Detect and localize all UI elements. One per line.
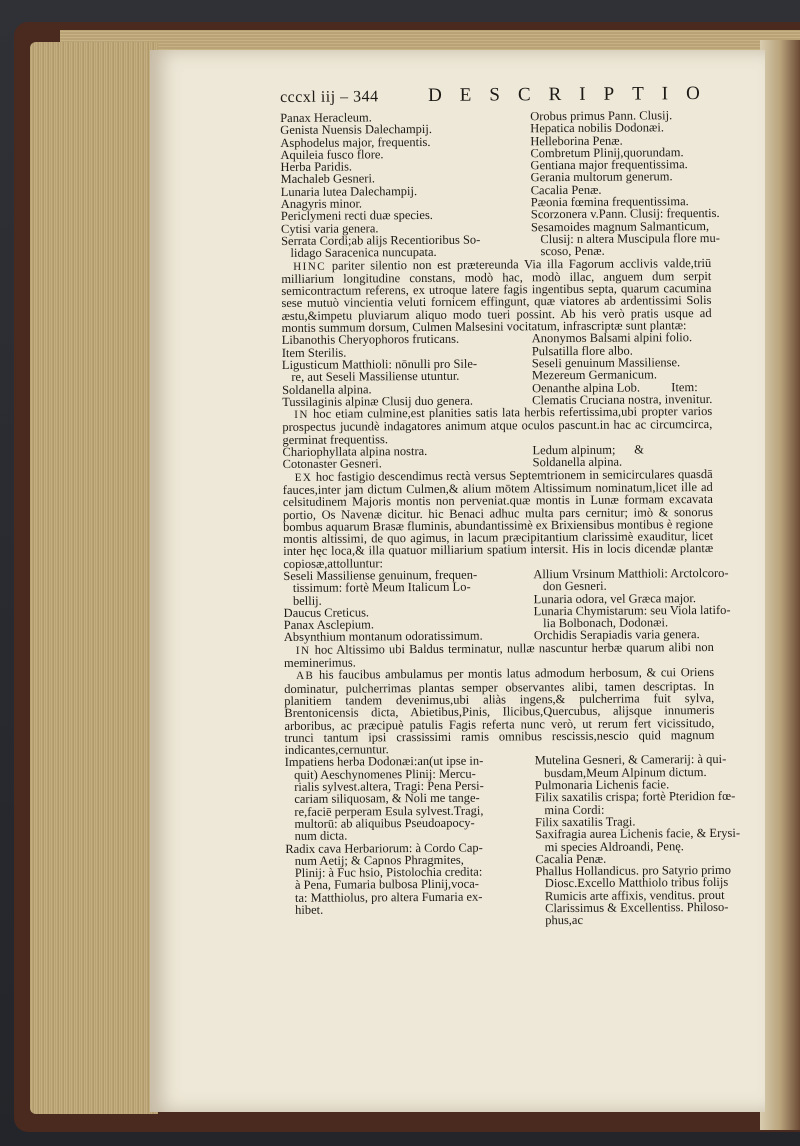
- plant-list-line: Cotonaster Gesneri.: [282, 456, 382, 472]
- plant-list-column-right: [535, 753, 741, 927]
- plant-list-line: Clarissimus & Excellentiss. Philoso-: [535, 899, 729, 916]
- plant-list-column-right: [533, 567, 730, 642]
- plant-list-line: Item Sterilis.: [281, 345, 347, 360]
- plant-list-line: mi species Aldroandi, Penę.: [535, 838, 684, 854]
- paragraph-text: hoc etiam culmine,est planities satis lata herbis refertissima,ubi propter varios prospectus jucundè indagatores animum atque oculos pascunt.in hac ac circumcirca, germinat frequentiss.: [282, 404, 713, 447]
- plant-list-line: quit) Aeschynomenes Plinij: Mercu-: [284, 766, 476, 782]
- plant-list-line: Absynthium montanum odoratissimum.: [283, 629, 483, 645]
- facing-page-edge: [760, 40, 800, 1130]
- plant-list-line: Ligusticum Matthioli: nōnulli pro Sile-: [281, 356, 478, 372]
- plant-list-line: Libanothis Cheryophoros fruticans.: [281, 332, 460, 348]
- folio-number: cccxl iij – 344: [279, 88, 379, 106]
- plant-list-line: num Aetij; & Capnos Phragmites,: [285, 852, 464, 868]
- plant-list-line: multorū: ab aliquibus Pseudoapocy-: [285, 815, 475, 831]
- paragraph-lead-word: EX: [294, 471, 313, 484]
- plant-list-line: Herba Paridis.: [280, 159, 353, 175]
- plant-list-line: bellij.: [283, 593, 322, 608]
- plant-list-line: Panax Heracleum.: [280, 110, 372, 125]
- plant-list-line: hibet.: [285, 902, 324, 917]
- plant-list-line: Hepatica nobilis Dodonæi.: [530, 120, 664, 136]
- plant-list-line: Allium Vrsinum Matthioli: Arctolcoro-: [533, 565, 729, 582]
- plant-list-column-left: [285, 755, 536, 929]
- plant-list-line: lia Bolbonach, Dodonæi.: [533, 615, 669, 631]
- plant-list-line: lidago Saracenica nuncupata.: [281, 245, 437, 261]
- plant-list-line: Panax Asclepium.: [283, 617, 375, 633]
- plant-list: [282, 331, 713, 408]
- plant-list-line: busdam,Meum Alpinum dictum.: [534, 764, 707, 780]
- paragraph-text: pariter silentio non est prætereunda Via illa Fagorum acclivis valde,triū milliarium longitudine constans, modò hac, modò illac, anguem dum serpit semicontractum referens, ex utroque latere fagis ingentibus septa, quarum cacumina sese mutuò vincientia veluti fornicem effingunt, quæ viatores ab ardentissimi Solis æstu,&impetu pluviarum aliquo modo tueri possint. Ab his verò pratis usque ad montis summum dorsum, Culmen Malsesini vocitatum, infrascriptæ sunt plantæ:: [281, 255, 712, 336]
- plant-list-line: Cytisi varia genera.: [280, 220, 379, 236]
- plant-list-line: Combretum Plinij,quorundam.: [530, 145, 684, 161]
- plant-list-column-left: [282, 333, 533, 409]
- plant-list-line: Machaleb Gesneri.: [280, 171, 376, 187]
- plant-list-line: Asphodelus major, frequentis.: [280, 134, 431, 150]
- plant-list-line: Pulsatilla flore albo.: [531, 343, 633, 358]
- plant-list-line: à Pena, Fumaria bulbosa Plinij,voca-: [285, 877, 479, 893]
- plant-list-line: Lunaria lutea Dalechampij.: [280, 183, 418, 199]
- plant-list-line: Oenanthe alpina Lob. Item:: [532, 379, 698, 395]
- plant-list-line: Helleborina Penæ.: [530, 133, 623, 148]
- plant-list-line: Chariophyllata alpina nostra.: [282, 443, 428, 460]
- plant-list: [280, 108, 720, 261]
- paragraph-text: hoc fastigio descendimus rectà versus Septemtrionem in semicirculares quasdā fauces,inter jam dictum Culmen,& alium mōtem Altissimum nominatum,licet ille ad celsitudinem Majoris montis non perveniat.quæ montis in Lunæ formam excavata portio, Os Navenæ dicitur. hic Benaci adhuc multa pars cernitur; imò & sonorus bombus aquarum Brasæ fluminis, abundantissimè ex Brixiensibus montibus è regione montis altissimi, de quo agimus, in lacum præcipitantium clarissimè exauditur, licet inter hęc loca,& illa quatuor milliarium spatium intersit. His in locis dicendæ plantæ copiosæ,attolluntur:: [282, 466, 714, 571]
- plant-list-column-right: [532, 331, 713, 406]
- page-block-edge: [30, 42, 158, 1114]
- plant-list-line: Mutelina Gesneri, & Camerarij: à qui-: [534, 752, 727, 768]
- plant-list-line: Periclymeni recti duæ species.: [280, 208, 433, 224]
- plant-list-column-right: [532, 443, 712, 469]
- plant-list-line: Cacalia Penæ.: [530, 182, 602, 198]
- plant-list-line: Ledum alpinum; &: [532, 442, 645, 458]
- prose-paragraph: [284, 666, 715, 756]
- plant-list-line: ta: Matthiolus, pro altera Fumaria ex-: [285, 889, 483, 905]
- prose-paragraph: [283, 468, 714, 570]
- plant-list-line: Lunaria Chymistarum: seu Viola latifo-: [533, 602, 731, 619]
- plant-list-line: Radix cava Herbariorum: à Cordo Cap-: [285, 840, 483, 856]
- plant-list-line: scoso, Penæ.: [531, 244, 605, 259]
- plant-list-line: Orchidis Serapiadis varia genera.: [533, 627, 700, 643]
- paragraph-lead-word: AB: [296, 670, 315, 683]
- paragraph-lead-word: HINC: [293, 260, 327, 273]
- paragraph-lead-word: IN: [294, 408, 309, 422]
- running-title: DESCRIPTIO: [427, 82, 718, 106]
- plant-list-line: re, aut Seseli Massiliense utuntur.: [281, 368, 460, 385]
- plant-list-line: Gentiana major frequentissima.: [530, 157, 688, 173]
- prose-paragraph: [282, 405, 712, 446]
- plant-list-line: Pulmonaria Lichenis facie.: [534, 777, 670, 793]
- plant-list-line: Anonymos Balsami alpini folio.: [531, 330, 693, 346]
- plant-list-line: Soldanella alpina.: [532, 454, 623, 470]
- page-text: [279, 82, 741, 929]
- paragraph-text: hoc Altissimo ubi Baldus terminatur, nullæ nascuntur herbæ quarum alibi non meminerimus.: [283, 639, 714, 671]
- plant-list-line: Pæonia fœmina frequentissima.: [530, 194, 689, 210]
- plant-list-line: re,faciē perperam Esula sylvest.Tragi,: [284, 803, 484, 819]
- plant-list-line: Clematis Cruciana nostra, invenitur.: [532, 391, 713, 408]
- plant-list-column-left: [282, 444, 532, 470]
- plant-list-column-left: [283, 568, 534, 644]
- plant-list-line: Scorzonera v.Pann. Clusij: frequentis.: [530, 206, 720, 222]
- plant-list-line: num dicta.: [285, 828, 348, 844]
- plant-list-line: Orobus primus Pann. Clusij.: [530, 108, 673, 124]
- plant-list-line: mina Cordi:: [534, 802, 605, 817]
- plant-list-line: Daucus Creticus.: [283, 605, 370, 620]
- plant-list-line: cariam siliquosam, & Noli me tange-: [284, 790, 480, 807]
- plant-list-line: Aquileia fusco flore.: [280, 147, 384, 162]
- plant-list-line: Serrata Cordi;ab alijs Recentioribus So-: [280, 232, 481, 248]
- plant-list-line: Rumicis arte affixis, venditus. prout: [535, 887, 725, 903]
- page-header: [279, 82, 718, 112]
- plant-list-line: tissimum: fortè Meum Italicum Lo-: [283, 579, 471, 596]
- plant-list-line: Clusij: n altera Muscipula flore mu-: [530, 230, 720, 247]
- plant-list: [284, 752, 741, 928]
- prose-paragraph: [281, 257, 712, 335]
- plant-list-line: Soldanella alpina.: [282, 381, 372, 397]
- plant-list-line: don Gesneri.: [533, 579, 607, 594]
- plant-list-line: Saxifragia aurea Lichenis facie, & Erysi-: [535, 826, 741, 842]
- plant-list-line: Filix saxatilis crispa; fortè Pteridion fœ-: [534, 789, 736, 805]
- plant-list-column-left: [280, 110, 531, 259]
- plant-list-line: Filix saxatilis Tragi.: [535, 814, 636, 830]
- plant-list-line: Lunaria odora, vel Græca major.: [533, 590, 697, 606]
- plant-list-line: rialis sylvest.altera, Tragi: Pena Persi-: [284, 778, 484, 795]
- plant-list-line: Seseli Massiliense genuinum, frequen-: [283, 567, 478, 583]
- plant-list-line: phus,ac: [535, 913, 584, 928]
- plant-list-line: Diosc.Excello Matthiolo tribus folijs: [535, 875, 729, 891]
- plant-list-line: Seseli genuinum Massiliense.: [531, 355, 681, 371]
- plant-list-line: Tussilaginis alpinæ Clusij duo genera.: [282, 393, 474, 409]
- plant-list-line: Phallus Hollandicus. pro Satyrio primo: [535, 862, 731, 879]
- plant-list-line: Mezereum Germanicum.: [531, 367, 657, 383]
- plant-list-line: Cacalia Penæ.: [535, 851, 607, 867]
- plant-list-line: Gerania multorum generum.: [530, 169, 673, 185]
- plant-list-column-right: [530, 109, 720, 258]
- plant-list-line: Genista Nuensis Dalechampij.: [280, 122, 433, 138]
- plant-list-line: Sesamoides magnum Salmanticum,: [530, 218, 710, 234]
- paragraph-text: his faucibus ambulamus per montis latus admodum herbosum, & cui Oriens dominatur, pulcherrimas plantas semper observantes alibi, tamen descriptas. In planitiem tandem devenimus,ubi aliàs ingens,& pulcherrima fuit sylva, Brentonicensis dicta, Abietibus,Pinis, Ilicibus,Quercubus, alijsque innumeris arboribus, ac præcipuè patulis Fagis referta nunc verò, ut rerum fert vicissitudo, trunci tantum ipsi crassissimi ramis omnibus rescissis,nescio quid magnum indicantes,cernuntur.: [284, 665, 715, 758]
- plant-list-line: Impatiens herba Dodonæi:an(ut ipse in-: [284, 754, 484, 770]
- plant-list-line: Anagyris minor.: [280, 196, 363, 212]
- paragraph-lead-word: IN: [295, 644, 311, 657]
- plant-list: [283, 565, 731, 645]
- plant-list-line: Plinij: à Fuc hsio, Pistolochia credita:: [285, 864, 483, 881]
